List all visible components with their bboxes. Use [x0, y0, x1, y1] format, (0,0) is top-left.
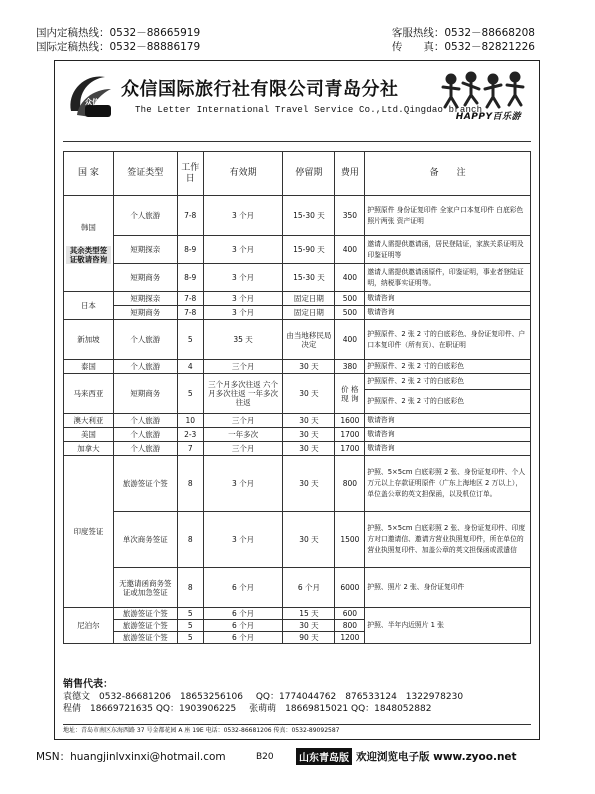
table-row: 旅游签证个签 5 6 个月 90 天 1200 [64, 632, 531, 644]
company-name-cn: 众信国际旅行社有限公司青岛分社 [121, 79, 399, 100]
happy-logo-text: HAPPY百乐游 [455, 112, 521, 122]
header-fee: 费用 [335, 152, 365, 196]
reps-line-2: 程倩 18669721635 QQ：1903906225 张萌萌 18669815021 QQ：1848052882 [63, 704, 432, 714]
header-country: 国 家 [64, 152, 114, 196]
table-row: 加拿大 个人旅游 7 三个月 30 天 1700 敬请咨询 [64, 442, 531, 456]
table-row: 无邀请函商务签证或加急签证 8 6 个月 6 个月 6000 护照、照片 2 张、身份证复印件 [64, 568, 531, 608]
company-address: 地址：青岛市南区东海西路 37 号金都花园 A 座 19E 电话：0532-86681206 传真：0532-89092587 [63, 724, 531, 735]
header-validity: 有效期 [203, 152, 283, 196]
company-name-en: The Letter International Travel Service Co.,Ltd.Qingdao branch [135, 105, 483, 115]
header-notes: 备 注 [365, 152, 531, 196]
domestic-hotline: 国内定稿热线：0532－88665919 [36, 27, 201, 39]
table-row: 印度签证 旅游签证个签 8 3 个月 30 天 800 护照、5×5cm 白底彩照 2 张、身份证复印件、个人万元以上存款证明原件（广东上海地区 2 万以上），单位盖公章的英文担保函，以及机位订单。 [64, 456, 531, 512]
table-row: 短期商务 8-9 3 个月 15-30 天 400 邀请人需提供邀请函原件，印鉴证明，事业者登陆证明，纳税事实证明等。 [64, 264, 531, 292]
international-hotline: 国际定稿热线：0532－88886179 [36, 41, 201, 53]
table-row: 日本 短期探亲 7-8 3 个月 固定日期 500 敬请咨询 [64, 292, 531, 306]
advertisement-frame [54, 60, 540, 740]
table-row: 澳大利亚 个人旅游 10 三个月 30 天 1600 敬请咨询 [64, 414, 531, 428]
table-row: 美国 个人旅游 2-3 一年多次 30 天 1700 敬请咨询 [64, 428, 531, 442]
table-row: 旅游签证个签 5 6 个月 30 天 800 [64, 620, 531, 632]
company-header [55, 61, 539, 145]
table-header-row [64, 152, 531, 196]
msn-contact: MSN：huangjinlvxinxi@hotmail.com [36, 751, 226, 763]
website-link[interactable]: 欢迎浏览电子版 www.zyoo.net [356, 751, 517, 763]
country-korea: 韩国 其余类型签证敬请咨询 [64, 196, 114, 292]
page-number: B20 [256, 751, 274, 762]
table-row: 新加坡 个人旅游 5 35 天 由当地移民局决定 400 护照原件、2 张 2 寸的白底彩色、身份证复印件、户口本复印件（所有页）、在职证明 [64, 320, 531, 360]
reps-line-1: 袁德文 0532-86681206 18653256106 QQ：1774044762 876533124 1322978230 [63, 692, 464, 702]
table-row: 尼泊尔 旅游签证个签 5 6 个月 15 天 600 护照、半年内近照片 1 张 [64, 608, 531, 620]
logo-tag: 众信 [85, 98, 99, 106]
header-stay: 停留期 [283, 152, 335, 196]
reps-title: 销售代表： [63, 679, 113, 690]
country-thailand: 泰国 [64, 360, 114, 374]
visa-price-table [63, 151, 531, 644]
korea-other-types: 其余类型签证敬请咨询 [66, 246, 111, 264]
table-row: 马来西亚 短期商务 5 三个月多次往返 六个月多次往返 一年多次往返 30 天 价 格 现 询 护照原件、2 张 2 寸的白底彩色 [64, 374, 531, 390]
service-hotline: 客服热线：0532－88668208 [391, 27, 535, 39]
edition-brand: 山东青岛版 [296, 748, 352, 765]
country-japan: 日本 [64, 292, 114, 320]
country-malaysia: 马来西亚 [64, 374, 114, 414]
table-row: 短期商务 7-8 3 个月 固定日期 500 敬请咨询 [64, 306, 531, 320]
country-canada: 加拿大 [64, 442, 114, 456]
fax-line: 传 真：0532－82821226 [391, 41, 535, 53]
hotline-block [36, 26, 535, 54]
table-row: 泰国 个人旅游 4 三个月 30 天 380 护照原件、2 张 2 寸的白底彩色 [64, 360, 531, 374]
country-singapore: 新加坡 [64, 320, 114, 360]
table-row: 韩国 其余类型签证敬请咨询 个人旅游 7-8 3 个月 15-30 天 350 护照原件 身份证复印件 全家户口本复印件 白底彩色照片两张 资产证明 [64, 196, 531, 236]
page-footer [36, 748, 559, 765]
country-nepal: 尼泊尔 [64, 608, 114, 644]
table-row: 单次商务签证 8 3 个月 30 天 1500 护照、5×5cm 白底彩照 2 张、身份证复印件、印度方对口邀请信、邀请方营业执照复印件，所在单位的营业执照复印件、加盖公章的英文担保函或派遣信 [64, 512, 531, 568]
company-logo-icon [65, 71, 115, 121]
sales-representatives [63, 679, 533, 715]
header-visa-type: 签证类型 [113, 152, 177, 196]
table-row: 护照原件、2 张 2 寸的白底彩色 [64, 390, 531, 414]
header-work-days: 工作日 [177, 152, 203, 196]
country-usa: 美国 [64, 428, 114, 442]
country-india: 印度签证 [64, 456, 114, 608]
country-australia: 澳大利亚 [64, 414, 114, 428]
header-divider [63, 141, 531, 142]
table-row: 短期探亲 8-9 3 个月 15-90 天 400 邀请人需提供邀请函，居民登陆证，家族关系证明及印鉴证明等 [64, 236, 531, 264]
